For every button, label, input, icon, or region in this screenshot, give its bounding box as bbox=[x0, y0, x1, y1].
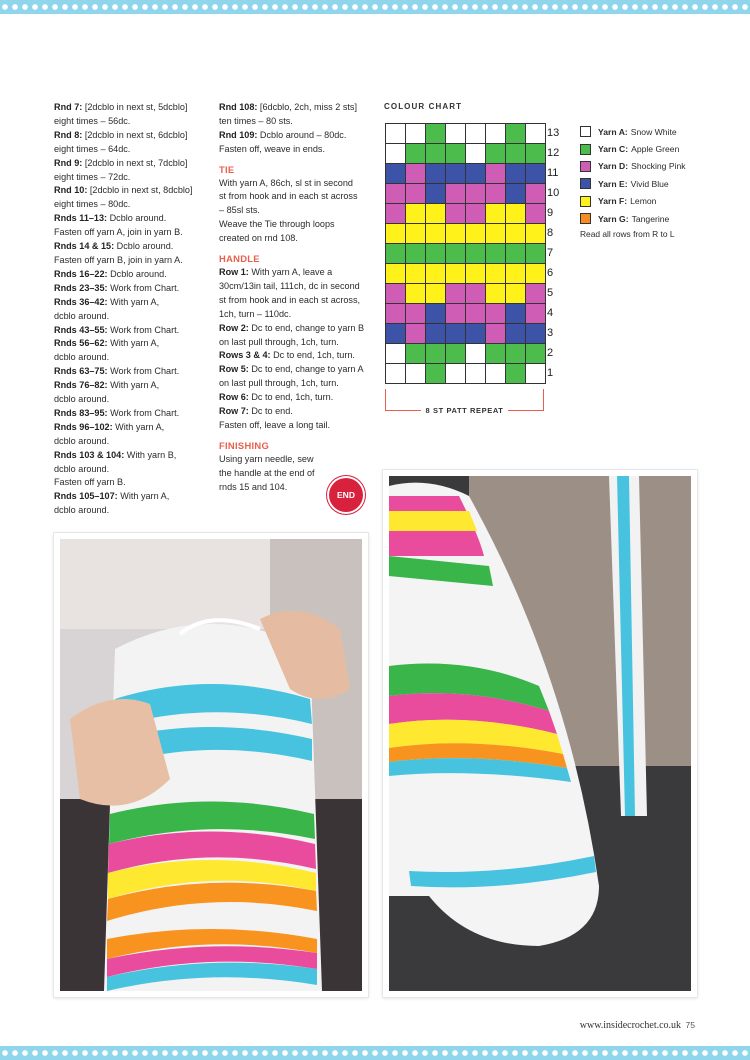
chart-cell bbox=[446, 284, 466, 304]
pattern-line-text: Work from Chart. bbox=[107, 282, 180, 293]
chart-row-number: 4 bbox=[547, 307, 554, 319]
chart-cell bbox=[426, 204, 446, 224]
chart-cell bbox=[386, 224, 406, 244]
chart-cell bbox=[466, 344, 486, 364]
chart-cell bbox=[506, 184, 526, 204]
chart-cell bbox=[486, 244, 506, 264]
rounds-108-109 bbox=[219, 101, 371, 157]
pattern-line bbox=[54, 435, 204, 449]
chart-row-number: 12 bbox=[547, 147, 560, 159]
chart-cell bbox=[506, 364, 526, 384]
chart-cell bbox=[406, 164, 426, 184]
chart-title: COLOUR CHART bbox=[384, 102, 463, 111]
legend-swatch bbox=[580, 213, 591, 224]
chart-row-number: 13 bbox=[547, 127, 560, 139]
pattern-line-text: created on rnd 108. bbox=[219, 233, 298, 244]
chart-row-number: 10 bbox=[547, 187, 560, 199]
pattern-line-text: Dcblo around. bbox=[107, 213, 167, 224]
pattern-line-label: Rnds 83–95: bbox=[54, 407, 108, 418]
chart-cell bbox=[426, 224, 446, 244]
legend-yarn-colour: Apple Green bbox=[631, 144, 680, 155]
chart-cell bbox=[486, 344, 506, 364]
chart-cell bbox=[526, 264, 546, 284]
chart-cell bbox=[446, 144, 466, 164]
chart-cell bbox=[506, 344, 526, 364]
colour-chart-grid bbox=[385, 123, 546, 384]
pattern-line bbox=[219, 266, 371, 280]
tie-heading: TIE bbox=[219, 163, 235, 175]
photo-bag-shoulder-image bbox=[389, 476, 691, 991]
repeat-label-text: 8 ST PATT REPEAT bbox=[421, 406, 509, 415]
pattern-line-label: Row 2: bbox=[219, 322, 249, 333]
pattern-line bbox=[54, 476, 204, 490]
pattern-line-label: Row 6: bbox=[219, 392, 249, 403]
chart-cell bbox=[426, 364, 446, 384]
pattern-line-text: 30cm/13in tail, 111ch, dc in second bbox=[219, 280, 360, 291]
handle-instructions bbox=[219, 266, 371, 433]
chart-cell bbox=[526, 164, 546, 184]
chart-cell bbox=[406, 204, 426, 224]
pattern-line-label: Rnds 14 & 15: bbox=[54, 241, 115, 252]
chart-row-number: 9 bbox=[547, 207, 554, 219]
legend-yarn-label: Yarn F: bbox=[598, 196, 628, 207]
chart-cell bbox=[526, 364, 546, 384]
pattern-line bbox=[54, 421, 204, 435]
pattern-line-label: Rnds 103 & 104: bbox=[54, 449, 125, 460]
photo-bag-drawstring bbox=[54, 533, 368, 997]
chart-cell bbox=[466, 224, 486, 244]
pattern-column-right bbox=[219, 101, 371, 494]
pattern-line-label: Rnds 36–42: bbox=[54, 296, 108, 307]
end-badge: END bbox=[329, 478, 363, 512]
pattern-line-text: With yarn A, bbox=[112, 421, 165, 432]
chart-cell bbox=[446, 264, 466, 284]
chart-cell bbox=[406, 144, 426, 164]
pattern-line bbox=[54, 379, 204, 393]
pattern-line bbox=[54, 282, 204, 296]
chart-cell bbox=[386, 264, 406, 284]
pattern-line-text: eight times – 64dc. bbox=[54, 143, 131, 154]
pattern-line bbox=[54, 337, 204, 351]
chart-cell bbox=[466, 364, 486, 384]
pattern-line-text: Fasten off yarn A, join in yarn B. bbox=[54, 227, 183, 238]
chart-row-number: 6 bbox=[547, 267, 554, 279]
chart-cell bbox=[386, 304, 406, 324]
pattern-line-text: With yarn A, leave a bbox=[248, 266, 333, 277]
pattern-line bbox=[219, 363, 371, 377]
pattern-line bbox=[54, 254, 204, 268]
chart-cell bbox=[486, 324, 506, 344]
chart-cell bbox=[466, 164, 486, 184]
pattern-line-text: dcblo around. bbox=[54, 394, 110, 405]
pattern-line bbox=[219, 280, 371, 294]
pattern-line-text: [2dcblo in next st, 8dcblo] bbox=[87, 185, 193, 196]
pattern-line-text: Dcblo around. bbox=[107, 268, 167, 279]
legend-swatch bbox=[580, 144, 591, 155]
pattern-line bbox=[219, 419, 371, 433]
pattern-line-text: dcblo around. bbox=[54, 505, 110, 516]
pattern-line bbox=[219, 405, 371, 419]
pattern-line bbox=[219, 129, 371, 143]
legend-yarn-label: Yarn A: bbox=[598, 126, 628, 137]
legend-item bbox=[580, 123, 686, 140]
legend-yarn-label: Yarn E: bbox=[598, 178, 628, 189]
photo-bag-shoulder bbox=[383, 470, 697, 997]
chart-cell bbox=[526, 304, 546, 324]
chart-cell bbox=[406, 224, 426, 244]
pattern-line-text: on last pull through, 1ch, turn. bbox=[219, 336, 339, 347]
chart-cell bbox=[486, 224, 506, 244]
pattern-line bbox=[54, 143, 204, 157]
chart-cell bbox=[386, 124, 406, 144]
pattern-line-label: Rnds 43–55: bbox=[54, 324, 108, 335]
chart-row-numbers bbox=[547, 123, 567, 383]
pattern-line-text: Fasten off, weave in ends. bbox=[219, 143, 325, 154]
pattern-line-text: Fasten off yarn B. bbox=[54, 477, 126, 488]
pattern-line-text: With yarn A, bbox=[117, 491, 170, 502]
pattern-line-text: eight times – 80dc. bbox=[54, 199, 131, 210]
chart-cell bbox=[526, 324, 546, 344]
pattern-line-text: With yarn A, 86ch, sl st in second bbox=[219, 177, 353, 188]
chart-cell bbox=[386, 164, 406, 184]
chart-row-number: 7 bbox=[547, 247, 554, 259]
chart-cell bbox=[446, 364, 466, 384]
pattern-line-text: Work from Chart. bbox=[107, 407, 180, 418]
chart-cell bbox=[506, 304, 526, 324]
pattern-line-label: Rows 3 & 4: bbox=[219, 350, 271, 361]
chart-cell bbox=[466, 184, 486, 204]
pattern-line-text: Using yarn needle, sew bbox=[219, 453, 314, 464]
yarn-legend bbox=[580, 123, 686, 239]
pattern-line-label: Rnds 63–75: bbox=[54, 366, 108, 377]
pattern-line-text: With yarn B, bbox=[124, 449, 177, 460]
pattern-line bbox=[219, 232, 371, 246]
pattern-line-label: Row 7: bbox=[219, 406, 249, 417]
pattern-line-text: Dcblo around. bbox=[114, 241, 174, 252]
pattern-line bbox=[54, 490, 204, 504]
pattern-line-text: on last pull through, 1ch, turn. bbox=[219, 378, 339, 389]
legend-yarn-label: Yarn G: bbox=[598, 213, 629, 224]
pattern-line bbox=[219, 115, 371, 129]
chart-cell bbox=[446, 204, 466, 224]
chart-cell bbox=[406, 364, 426, 384]
chart-cell bbox=[526, 224, 546, 244]
chart-cell bbox=[466, 144, 486, 164]
pattern-line bbox=[219, 218, 371, 232]
chart-row-number: 8 bbox=[547, 227, 554, 239]
pattern-line bbox=[54, 198, 204, 212]
pattern-line bbox=[219, 101, 371, 115]
pattern-line-label: Rnd 108: bbox=[219, 102, 258, 112]
pattern-line bbox=[54, 310, 204, 324]
chart-cell bbox=[386, 324, 406, 344]
pattern-line-text: Fasten off, leave a long tail. bbox=[219, 419, 331, 430]
chart-cell bbox=[486, 304, 506, 324]
pattern-line bbox=[219, 308, 371, 322]
chart-cell bbox=[486, 144, 506, 164]
legend-note: Read all rows from R to L bbox=[580, 229, 675, 240]
pattern-line-label: Rnds 96–102: bbox=[54, 421, 113, 432]
chart-cell bbox=[426, 284, 446, 304]
chart-cell bbox=[426, 264, 446, 284]
pattern-line bbox=[54, 157, 204, 171]
chart-cell bbox=[486, 164, 506, 184]
pattern-line-label: Rnds 11–13: bbox=[54, 213, 108, 224]
chart-cell bbox=[426, 164, 446, 184]
pattern-line bbox=[54, 129, 204, 143]
pattern-line-text: Fasten off yarn B, join in yarn A. bbox=[54, 254, 183, 265]
pattern-line-label: Rnds 105–107: bbox=[54, 491, 118, 502]
pattern-line-text: ten times – 80 sts. bbox=[219, 115, 293, 126]
chart-cell bbox=[446, 244, 466, 264]
pattern-line bbox=[219, 377, 371, 391]
pattern-line-label: Rnd 109: bbox=[219, 129, 258, 140]
chart-cell bbox=[526, 344, 546, 364]
chart-cell bbox=[466, 204, 486, 224]
pattern-line-label: Rnd 7: bbox=[54, 102, 83, 112]
pattern-line-text: Dc to end, change to yarn B bbox=[248, 322, 365, 333]
chart-cell bbox=[426, 304, 446, 324]
chart-cell bbox=[486, 124, 506, 144]
chart-row-number: 5 bbox=[547, 287, 554, 299]
chart-cell bbox=[466, 304, 486, 324]
chart-cell bbox=[446, 124, 466, 144]
chart-cell bbox=[466, 124, 486, 144]
pattern-line-text: the handle at the end of bbox=[219, 467, 315, 478]
pattern-line-text: – 85sl sts. bbox=[219, 205, 260, 216]
pattern-line-text: eight times – 56dc. bbox=[54, 115, 131, 126]
chart-cell bbox=[526, 244, 546, 264]
legend-yarn-colour: Shocking Pink bbox=[631, 161, 686, 172]
legend-item bbox=[580, 158, 686, 175]
pattern-line bbox=[54, 449, 204, 463]
chart-cell bbox=[506, 164, 526, 184]
pattern-line-label: Row 1: bbox=[219, 266, 249, 277]
chart-cell bbox=[426, 124, 446, 144]
pattern-line bbox=[219, 322, 371, 336]
legend-yarn-label: Yarn C: bbox=[598, 144, 629, 155]
pattern-line bbox=[54, 171, 204, 185]
chart-cell bbox=[426, 144, 446, 164]
pattern-line-label: Rnds 76–82: bbox=[54, 380, 108, 391]
pattern-line-text: eight times – 72dc. bbox=[54, 171, 131, 182]
chart-cell bbox=[506, 144, 526, 164]
pattern-line-text: [2dcblo in next st, 5dcblo] bbox=[82, 102, 188, 112]
pattern-line bbox=[54, 407, 204, 421]
pattern-line bbox=[219, 204, 371, 218]
chart-cell bbox=[386, 284, 406, 304]
chart-cell bbox=[406, 324, 426, 344]
legend-yarn-colour: Snow White bbox=[630, 126, 677, 137]
chart-cell bbox=[446, 164, 466, 184]
pattern-line bbox=[219, 336, 371, 350]
chart-row-number: 2 bbox=[547, 347, 554, 359]
legend-item bbox=[580, 175, 686, 192]
pattern-line-text: Work from Chart. bbox=[107, 324, 180, 335]
pattern-line-label: Rnds 16–22: bbox=[54, 268, 108, 279]
chart-cell bbox=[426, 344, 446, 364]
chart-cell bbox=[466, 264, 486, 284]
chart-cell bbox=[446, 324, 466, 344]
pattern-line bbox=[54, 115, 204, 129]
photo-bag-drawstring-image bbox=[60, 539, 362, 991]
pattern-line bbox=[219, 143, 371, 157]
chart-cell bbox=[486, 264, 506, 284]
pattern-line bbox=[219, 177, 371, 191]
pattern-line-text: dcblo around. bbox=[54, 352, 110, 363]
pattern-line-text: Weave the Tie through loops bbox=[219, 219, 335, 230]
pattern-line bbox=[54, 226, 204, 240]
legend-swatch bbox=[580, 126, 591, 137]
pattern-line bbox=[54, 504, 204, 518]
pattern-line bbox=[219, 294, 371, 308]
chart-cell bbox=[406, 124, 426, 144]
pattern-line-label: Row 5: bbox=[219, 364, 249, 375]
tie-instructions bbox=[219, 177, 371, 247]
legend-yarn-colour: Vivid Blue bbox=[630, 178, 669, 189]
dotted-border-top bbox=[0, 0, 750, 14]
chart-cell bbox=[426, 244, 446, 264]
pattern-line bbox=[219, 391, 371, 405]
pattern-line-text: 1ch, turn – 110dc. bbox=[219, 308, 292, 319]
chart-cell bbox=[446, 184, 466, 204]
chart-cell bbox=[526, 144, 546, 164]
chart-cell bbox=[406, 244, 426, 264]
pattern-line bbox=[54, 184, 204, 198]
pattern-line-text: st from hook and in each st across bbox=[219, 191, 358, 202]
chart-cell bbox=[526, 284, 546, 304]
legend-item bbox=[580, 140, 686, 157]
legend-swatch bbox=[580, 178, 591, 189]
pattern-line-text: Dcblo around – 80dc. bbox=[257, 129, 347, 140]
page-number: 75 bbox=[685, 1020, 695, 1030]
pattern-line bbox=[54, 101, 204, 115]
chart-cell bbox=[526, 124, 546, 144]
chart-cell bbox=[406, 284, 426, 304]
pattern-line-text: With yarn A, bbox=[107, 296, 160, 307]
pattern-line-text: With yarn A, bbox=[107, 338, 160, 349]
pattern-line-text: dcblo around. bbox=[54, 463, 110, 474]
chart-cell bbox=[506, 264, 526, 284]
chart-cell bbox=[486, 364, 506, 384]
chart-cell bbox=[386, 244, 406, 264]
dotted-border-bottom bbox=[0, 1046, 750, 1060]
pattern-line-text: [6dcblo, 2ch, miss 2 sts] bbox=[257, 102, 357, 112]
chart-cell bbox=[506, 324, 526, 344]
chart-cell bbox=[406, 304, 426, 324]
chart-cell bbox=[506, 224, 526, 244]
pattern-line-text: [2dcblo in next st, 7dcblo] bbox=[82, 157, 188, 168]
legend-swatch bbox=[580, 161, 591, 172]
legend-yarn-label: Yarn D: bbox=[598, 161, 629, 172]
chart-cell bbox=[406, 344, 426, 364]
chart-cell bbox=[506, 284, 526, 304]
chart-cell bbox=[486, 204, 506, 224]
chart-cell bbox=[406, 184, 426, 204]
legend-yarn-colour: Tangerine bbox=[631, 213, 670, 224]
chart-cell bbox=[446, 224, 466, 244]
chart-cell bbox=[506, 124, 526, 144]
chart-cell bbox=[386, 144, 406, 164]
chart-cell bbox=[386, 344, 406, 364]
pattern-line-label: Rnd 9: bbox=[54, 157, 83, 168]
pattern-line bbox=[54, 268, 204, 282]
chart-cell bbox=[526, 184, 546, 204]
pattern-line bbox=[54, 365, 204, 379]
pattern-line bbox=[54, 463, 204, 477]
chart-cell bbox=[426, 184, 446, 204]
pattern-column-left bbox=[54, 101, 204, 518]
finishing-heading: FINISHING bbox=[219, 439, 270, 451]
pattern-line bbox=[54, 393, 204, 407]
chart-cell bbox=[466, 284, 486, 304]
pattern-line-label: Rnd 8: bbox=[54, 129, 83, 140]
chart-cell bbox=[446, 344, 466, 364]
page-footer bbox=[580, 1020, 695, 1031]
chart-cell bbox=[386, 204, 406, 224]
pattern-line-label: Rnds 56–62: bbox=[54, 338, 108, 349]
chart-cell bbox=[486, 284, 506, 304]
pattern-line bbox=[54, 324, 204, 338]
pattern-line-text: Dc to end, change to yarn A bbox=[248, 364, 364, 375]
legend-item bbox=[580, 210, 686, 227]
pattern-line-label: Rnd 10: bbox=[54, 185, 88, 196]
pattern-line-text: Dc to end, 1ch, turn. bbox=[270, 350, 355, 361]
pattern-line bbox=[54, 212, 204, 226]
chart-cell bbox=[446, 304, 466, 324]
pattern-line bbox=[219, 349, 371, 363]
chart-row-number: 1 bbox=[547, 367, 554, 379]
pattern-line bbox=[54, 351, 204, 365]
chart-cell bbox=[386, 184, 406, 204]
pattern-line-text: Dc to end, 1ch, turn. bbox=[248, 392, 334, 403]
chart-cell bbox=[466, 324, 486, 344]
chart-cell bbox=[426, 324, 446, 344]
pattern-line-text: rnds 15 and 104. bbox=[219, 481, 288, 492]
pattern-line-text: dcblo around. bbox=[54, 435, 110, 446]
chart-cell bbox=[486, 184, 506, 204]
pattern-line-text: Dc to end. bbox=[248, 406, 293, 417]
chart-cell bbox=[386, 364, 406, 384]
pattern-line bbox=[54, 240, 204, 254]
chart-cell bbox=[466, 244, 486, 264]
chart-row-number: 11 bbox=[547, 167, 559, 179]
pattern-line-text: With yarn A, bbox=[107, 380, 160, 391]
pattern-line-text: Work from Chart. bbox=[107, 366, 180, 377]
website-link[interactable]: www.insidecrochet.co.uk bbox=[579, 1020, 682, 1031]
legend-swatch bbox=[580, 196, 591, 207]
pattern-line bbox=[219, 453, 371, 467]
chart-cell bbox=[406, 264, 426, 284]
pattern-line bbox=[219, 190, 371, 204]
handle-heading: HANDLE bbox=[219, 253, 260, 265]
chart-cell bbox=[526, 204, 546, 224]
chart-cell bbox=[506, 204, 526, 224]
chart-row-number: 3 bbox=[547, 327, 554, 339]
pattern-line bbox=[54, 296, 204, 310]
pattern-line-text: [2dcblo in next st, 6dcblo] bbox=[82, 129, 188, 140]
repeat-label bbox=[385, 406, 544, 415]
chart-cell bbox=[506, 244, 526, 264]
legend-item bbox=[580, 193, 686, 210]
pattern-line-text: st from hook and in each st across, bbox=[219, 294, 361, 305]
pattern-line-text: dcblo around. bbox=[54, 310, 110, 321]
pattern-line-label: Rnds 23–35: bbox=[54, 282, 108, 293]
legend-yarn-colour: Lemon bbox=[630, 196, 657, 207]
